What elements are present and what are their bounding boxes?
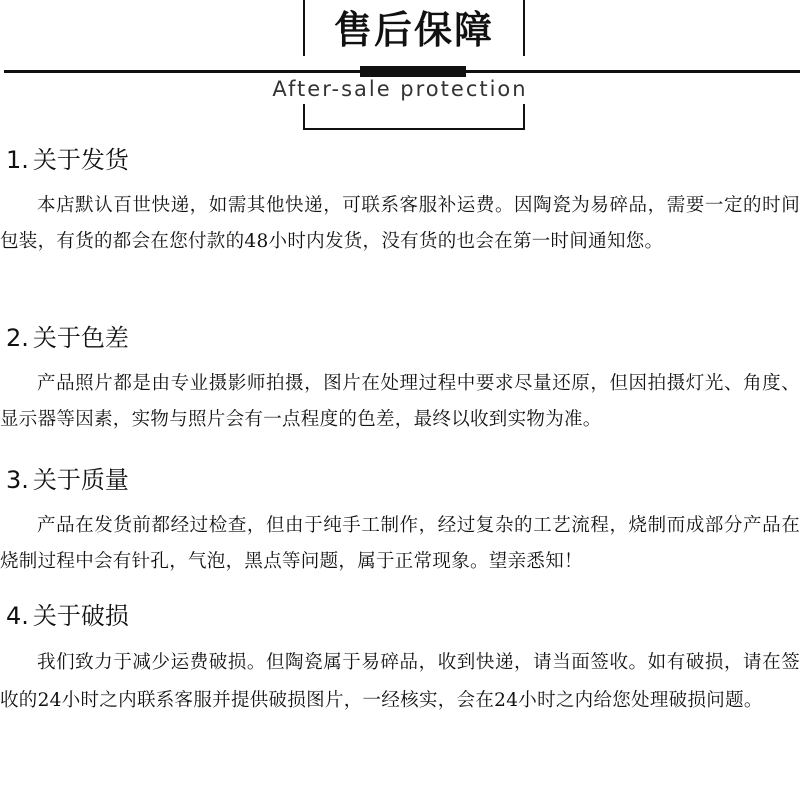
- section-heading-text: 关于质量: [32, 466, 129, 494]
- section-number: 3.: [6, 466, 29, 494]
- section-heading-text: 关于破损: [32, 602, 129, 630]
- section-heading: [6, 318, 129, 358]
- section-body: 产品照片都是由专业摄影师拍摄，图片在处理过程中要求尽量还原，但因拍摄灯光、角度、显示器等因素，实物与照片会有一点程度的色差，最终以收到实物为准。: [0, 373, 800, 430]
- section-body: 本店默认百世快递，如需其他快递，可联系客服补运费。因陶瓷为易碎品，需要一定的时间包装，有货的都会在您付款的48小时内发货，没有货的也会在第一时间通知您。: [0, 195, 800, 252]
- section-heading-text: 关于色差: [32, 324, 129, 352]
- page-title: 售后保障: [333, 8, 494, 52]
- title-frame: [303, 0, 525, 66]
- section-heading-text: 关于发货: [32, 146, 129, 174]
- section-heading: [6, 460, 129, 500]
- section-number: 2.: [6, 324, 29, 352]
- section-number: 1.: [6, 146, 29, 174]
- page-header: [0, 0, 800, 140]
- section-heading: [6, 140, 129, 180]
- page-subtitle: After-sale protection: [272, 77, 528, 101]
- section-number: 4.: [6, 602, 29, 630]
- section-heading: [6, 596, 129, 636]
- subtitle-bracket: [303, 104, 525, 130]
- section-body: 产品在发货前都经过检查，但由于纯手工制作，经过复杂的工艺流程，烧制而成部分产品在烧制过程中会有针孔，气泡，黑点等问题，属于正常现象。望亲悉知！: [0, 515, 800, 572]
- section-body: 我们致力于减少运费破损。但陶瓷属于易碎品，收到快递，请当面签收。如有破损，请在签收的24小时之内联系客服并提供破损图片，一经核实，会在24小时之内给您处理破损问题。: [0, 652, 800, 711]
